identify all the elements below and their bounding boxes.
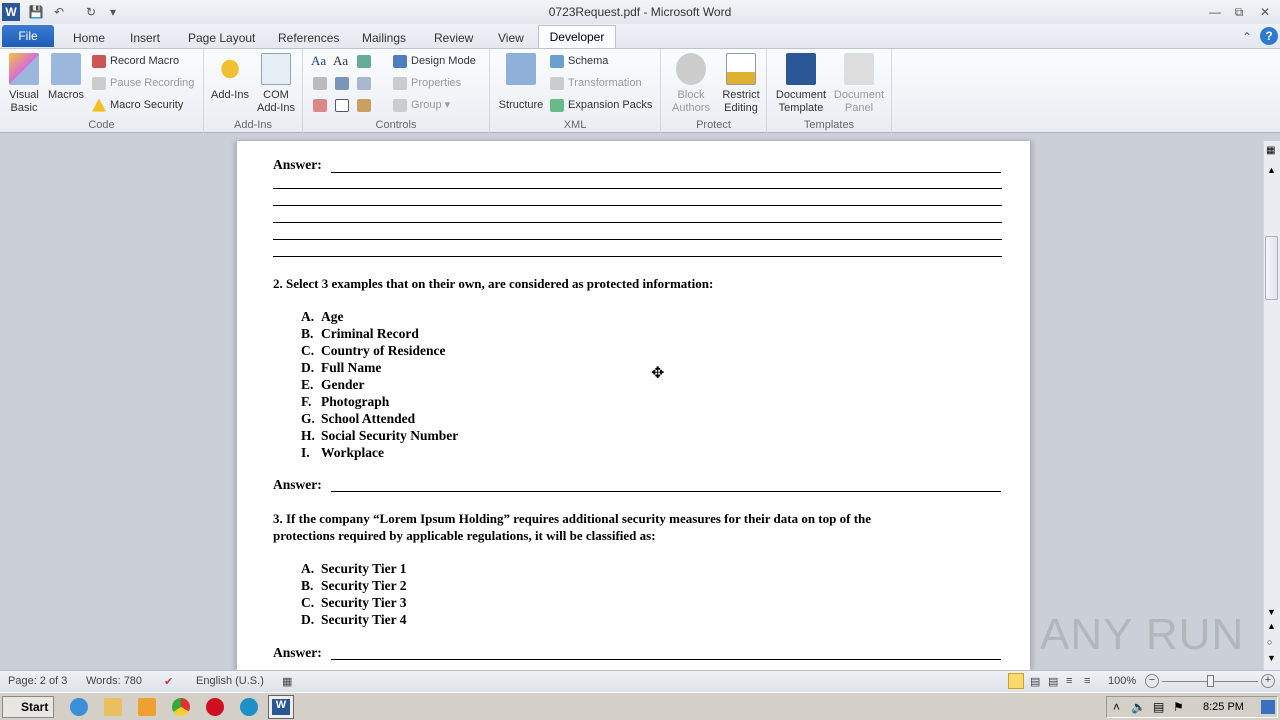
- help-icon[interactable]: ?: [1260, 27, 1278, 45]
- document-page[interactable]: [237, 141, 1030, 670]
- move-cursor-icon: ✥: [651, 365, 665, 382]
- tab-review[interactable]: Review: [434, 31, 474, 45]
- macro-record-icon[interactable]: ▦: [282, 676, 293, 688]
- answer-option: [301, 561, 407, 577]
- block-authors-button[interactable]: Block Authors: [665, 53, 717, 115]
- answer-option: [301, 428, 458, 444]
- group-code: Visual Basic Macros Record Macro Pause Recording Macro Security Code: [0, 49, 204, 133]
- option-letter: B.: [301, 326, 314, 341]
- language-indicator[interactable]: English (U.S.): [196, 675, 264, 687]
- macro-security-button[interactable]: Macro Security: [92, 96, 183, 114]
- network-icon[interactable]: ▤: [1153, 700, 1165, 714]
- answer-label: Answer:: [273, 157, 322, 172]
- print-layout-view-icon[interactable]: [1008, 673, 1024, 689]
- answer-line: [273, 256, 1002, 257]
- draft-view-icon[interactable]: ≡: [1084, 675, 1091, 687]
- word-app-icon[interactable]: W: [2, 3, 20, 21]
- document-panel-icon: [844, 53, 874, 85]
- internet-explorer-icon[interactable]: [70, 698, 88, 716]
- expansion-packs-button[interactable]: Expansion Packs: [550, 96, 652, 114]
- option-letter: C.: [301, 595, 315, 610]
- zoom-out-button[interactable]: −: [1145, 674, 1159, 688]
- dropdown-list-icon[interactable]: [357, 77, 371, 90]
- answer-line: [331, 659, 1001, 660]
- block-authors-icon: [676, 53, 706, 85]
- option-text: Social Security Number: [321, 428, 459, 443]
- tab-view[interactable]: View: [498, 31, 524, 45]
- group-button[interactable]: Group ▾: [393, 96, 450, 114]
- pause-recording-button[interactable]: Pause Recording: [92, 74, 194, 92]
- answer-option: [301, 326, 419, 342]
- group-controls: Aa Aa Design Mode Properties Group ▾ Controls: [303, 49, 490, 133]
- answer-option: [301, 377, 365, 393]
- answer-line: [273, 222, 1002, 223]
- show-desktop-button[interactable]: [1261, 700, 1275, 714]
- browse-object-icon[interactable]: ○: [1267, 637, 1273, 647]
- answer-option: [301, 595, 407, 611]
- macros-button[interactable]: Macros: [46, 53, 86, 102]
- com-add-ins-button[interactable]: COM Add-Ins: [254, 53, 298, 115]
- restore-button[interactable]: ⧉: [1234, 5, 1244, 19]
- option-letter: F.: [301, 394, 312, 409]
- document-panel-button[interactable]: Document Panel: [831, 53, 887, 115]
- explorer-icon[interactable]: [104, 698, 122, 716]
- word-icon: W: [272, 699, 290, 715]
- question-3-line-2: protections required by applicable regulations, it will be classified as:: [273, 528, 656, 543]
- warning-icon: [92, 99, 106, 112]
- taskbar: [0, 692, 1280, 720]
- option-text: Workplace: [321, 445, 384, 460]
- next-page-icon[interactable]: ▼: [1267, 653, 1276, 663]
- visual-basic-icon: [9, 53, 39, 85]
- plain-text-control[interactable]: Aa: [333, 53, 349, 68]
- tab-developer[interactable]: Developer: [538, 25, 616, 49]
- option-letter: A.: [301, 561, 315, 576]
- window-title: 0723Request.pdf - Microsoft Word: [548, 5, 732, 19]
- answer-option: [301, 360, 381, 376]
- pause-icon: [92, 77, 106, 90]
- record-macro-icon: [92, 55, 106, 68]
- chrome-icon[interactable]: [172, 698, 190, 716]
- word-taskbar-button[interactable]: [268, 695, 294, 719]
- question-2: 2. Select 3 examples that on their own, are considered as protected information:: [273, 276, 714, 291]
- document-template-button[interactable]: Document Template: [771, 53, 831, 115]
- option-text: School Attended: [321, 411, 416, 426]
- ribbon-tabs: [0, 24, 1280, 48]
- record-macro-button[interactable]: Record Macro: [92, 52, 179, 70]
- structure-icon: [506, 53, 536, 85]
- group-xml: Structure Schema Transformation Expansion Packs XML: [490, 49, 661, 133]
- properties-button[interactable]: Properties: [393, 74, 461, 92]
- properties-icon: [393, 77, 407, 90]
- option-text: Security Tier 2: [321, 578, 407, 593]
- ruler-toggle-icon[interactable]: ▦: [1266, 145, 1276, 156]
- opera-icon[interactable]: [206, 698, 224, 716]
- tab-references[interactable]: References: [278, 31, 340, 45]
- show-hidden-icons[interactable]: ˄: [1113, 700, 1121, 714]
- answer-label: Answer:: [273, 477, 322, 492]
- expansion-packs-icon: [550, 99, 564, 112]
- answer-option: [301, 411, 415, 427]
- option-text: Gender: [321, 377, 365, 392]
- media-player-icon[interactable]: [138, 698, 156, 716]
- answer-option: [301, 394, 389, 410]
- answer-option: [301, 578, 407, 594]
- minimize-button[interactable]: —: [1209, 5, 1221, 19]
- option-letter: C.: [301, 343, 315, 358]
- option-letter: D.: [301, 360, 315, 375]
- system-tray: [1106, 696, 1278, 718]
- structure-button[interactable]: Structure: [494, 53, 548, 112]
- combo-box-icon[interactable]: [335, 77, 349, 90]
- clock[interactable]: 8:25 PM: [1203, 701, 1244, 713]
- answer-option: [301, 343, 446, 359]
- answer-option: [301, 445, 384, 461]
- ribbon: [0, 48, 1280, 133]
- option-text: Security Tier 1: [321, 561, 407, 576]
- option-text: Country of Residence: [321, 343, 446, 358]
- option-text: Security Tier 3: [321, 595, 407, 610]
- com-add-ins-icon: [261, 53, 291, 85]
- answer-line: [331, 491, 1001, 492]
- answer-line: [331, 172, 1001, 173]
- scroll-down-icon[interactable]: ▼: [1267, 607, 1276, 617]
- option-letter: A.: [301, 309, 315, 324]
- answer-line: [273, 188, 1002, 189]
- visual-basic-button[interactable]: Visual Basic: [4, 53, 44, 115]
- date-picker-icon[interactable]: [313, 99, 327, 112]
- rich-text-control[interactable]: Aa: [311, 53, 327, 68]
- minimize-ribbon-icon[interactable]: ⌃: [1241, 30, 1253, 44]
- schema-button[interactable]: Schema: [550, 52, 608, 70]
- option-text: Security Tier 4: [321, 612, 407, 627]
- group-templates: Document Template Document Panel Templates: [767, 49, 892, 133]
- option-text: Full Name: [321, 360, 382, 375]
- design-mode-icon: [393, 55, 407, 68]
- restrict-editing-icon: [726, 53, 756, 85]
- schema-icon: [550, 55, 564, 68]
- word-count[interactable]: Words: 780: [86, 675, 143, 687]
- tab-file[interactable]: File: [2, 25, 54, 47]
- undo-icon[interactable]: ↶: [53, 5, 65, 19]
- vertical-scrollbar[interactable]: [1263, 141, 1280, 670]
- proofing-icon[interactable]: ✔: [164, 676, 174, 688]
- option-letter: G.: [301, 411, 315, 426]
- macros-icon: [51, 53, 81, 85]
- document-template-icon: [786, 53, 816, 85]
- page-indicator[interactable]: Page: 2 of 3: [8, 675, 68, 687]
- status-bar: [0, 670, 1280, 692]
- tab-home[interactable]: Home: [73, 31, 106, 45]
- action-center-flag-icon[interactable]: ⚑: [1173, 700, 1184, 714]
- tab-insert[interactable]: Insert: [130, 31, 161, 45]
- answer-line: [273, 239, 1002, 240]
- title-bar: [0, 0, 1280, 24]
- anyrun-watermark: ANY RUN: [1040, 610, 1245, 659]
- transformation-icon: [550, 77, 564, 90]
- option-text: Age: [321, 309, 344, 324]
- tab-page-layout[interactable]: Page Layout: [188, 31, 256, 45]
- scrollbar-thumb[interactable]: [1265, 236, 1278, 300]
- previous-page-icon[interactable]: ▲: [1267, 621, 1276, 631]
- question-3-line-1: 3. If the company “Lorem Ipsum Holding” requires additional security measures for their data on top of the: [273, 511, 872, 526]
- transformation-button[interactable]: Transformation: [550, 74, 642, 92]
- scroll-up-icon[interactable]: ▲: [1267, 165, 1276, 175]
- tab-mailings[interactable]: Mailings: [362, 31, 407, 45]
- building-block-icon[interactable]: [313, 77, 327, 90]
- outline-view-icon[interactable]: ≡: [1066, 675, 1073, 687]
- group-icon: [393, 99, 407, 112]
- full-screen-reading-icon[interactable]: ▤: [1030, 676, 1041, 688]
- save-icon[interactable]: 💾: [28, 5, 44, 19]
- edge-icon[interactable]: [240, 698, 258, 716]
- option-letter: E.: [301, 377, 314, 392]
- group-protect: Block Authors Restrict Editing Protect: [661, 49, 767, 133]
- customize-quick-access-icon[interactable]: ▾: [109, 5, 117, 19]
- start-button[interactable]: Start: [2, 696, 54, 718]
- zoom-level[interactable]: 100%: [1108, 675, 1137, 687]
- answer-label: Answer:: [273, 645, 322, 660]
- legacy-tools-icon[interactable]: [357, 99, 371, 112]
- option-letter: B.: [301, 578, 314, 593]
- zoom-slider-thumb[interactable]: [1207, 675, 1214, 687]
- close-button[interactable]: ✕: [1259, 5, 1271, 19]
- answer-option: [301, 309, 344, 325]
- group-add-ins: Add-Ins COM Add-Ins Add-Ins: [204, 49, 303, 133]
- gears-icon: [215, 53, 245, 85]
- answer-option: [301, 612, 407, 628]
- option-letter: H.: [301, 428, 315, 443]
- option-text: Photograph: [321, 394, 390, 409]
- web-layout-icon[interactable]: ▤: [1048, 676, 1059, 688]
- checkbox-control-icon[interactable]: [335, 99, 349, 112]
- picture-control-icon[interactable]: [357, 55, 371, 68]
- add-ins-button[interactable]: Add-Ins: [208, 53, 252, 102]
- option-text: Criminal Record: [321, 326, 419, 341]
- option-letter: I.: [301, 445, 310, 460]
- restrict-editing-button[interactable]: Restrict Editing: [717, 53, 765, 115]
- volume-icon[interactable]: 🔈: [1131, 700, 1146, 714]
- option-letter: D.: [301, 612, 315, 627]
- design-mode-button[interactable]: Design Mode: [393, 52, 476, 70]
- answer-line: [273, 205, 1002, 206]
- zoom-in-button[interactable]: +: [1261, 674, 1275, 688]
- redo-icon[interactable]: ↻: [85, 5, 97, 19]
